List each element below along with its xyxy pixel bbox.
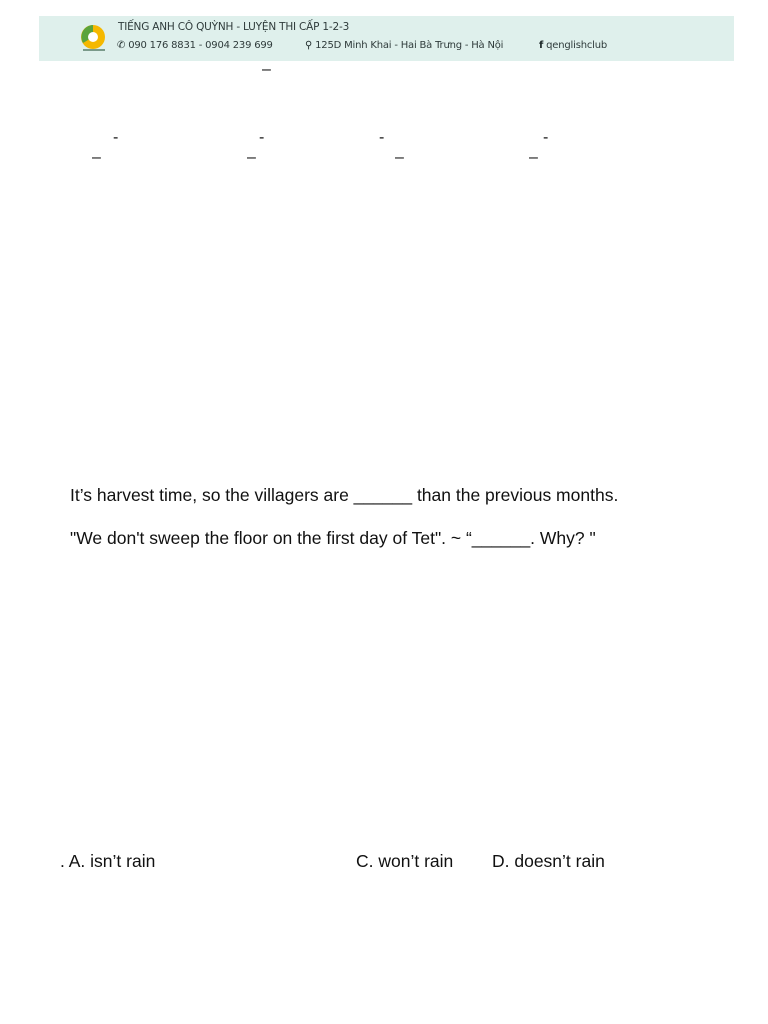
option-a: . A. isn’t rain xyxy=(60,851,156,871)
phone-number: 090 176 8831 - 0904 239 699 xyxy=(128,40,273,51)
hyphen-mark: - xyxy=(259,129,265,146)
address-contact[interactable] xyxy=(305,40,503,51)
option-d: D. doesn’t rain xyxy=(492,851,605,871)
question-line: "We don't sweep the floor on the first day of Tet". ~ “______. Why? " xyxy=(70,528,596,548)
phone-contact[interactable] xyxy=(117,40,273,51)
dash-mark: – xyxy=(529,149,538,166)
facebook-handle: qenglishclub xyxy=(546,40,608,51)
header-title: TIẾNG ANH CÔ QUỲNH - LUYỆN THI CẤP 1-2-3 xyxy=(118,21,350,33)
map-pin-icon: ⚲ xyxy=(305,40,313,51)
facebook-contact[interactable] xyxy=(539,40,607,51)
dash-mark: – xyxy=(395,149,404,166)
hyphen-mark: - xyxy=(543,129,549,146)
address-text: 125D Minh Khai - Hai Bà Trưng - Hà Nội xyxy=(315,40,504,51)
phone-icon: ✆ xyxy=(117,40,126,51)
option-c: C. won’t rain xyxy=(356,851,454,871)
facebook-icon: f xyxy=(539,40,544,51)
hyphen-mark: - xyxy=(379,129,385,146)
club-logo-icon xyxy=(79,23,109,53)
hyphen-mark: - xyxy=(113,129,119,146)
header-banner xyxy=(39,16,734,61)
dash-mark: – xyxy=(247,149,256,166)
dash-mark: – xyxy=(92,149,101,166)
dash-mark: – xyxy=(262,61,271,78)
question-line: It’s harvest time, so the villagers are ______ than the previous months. xyxy=(70,485,619,505)
